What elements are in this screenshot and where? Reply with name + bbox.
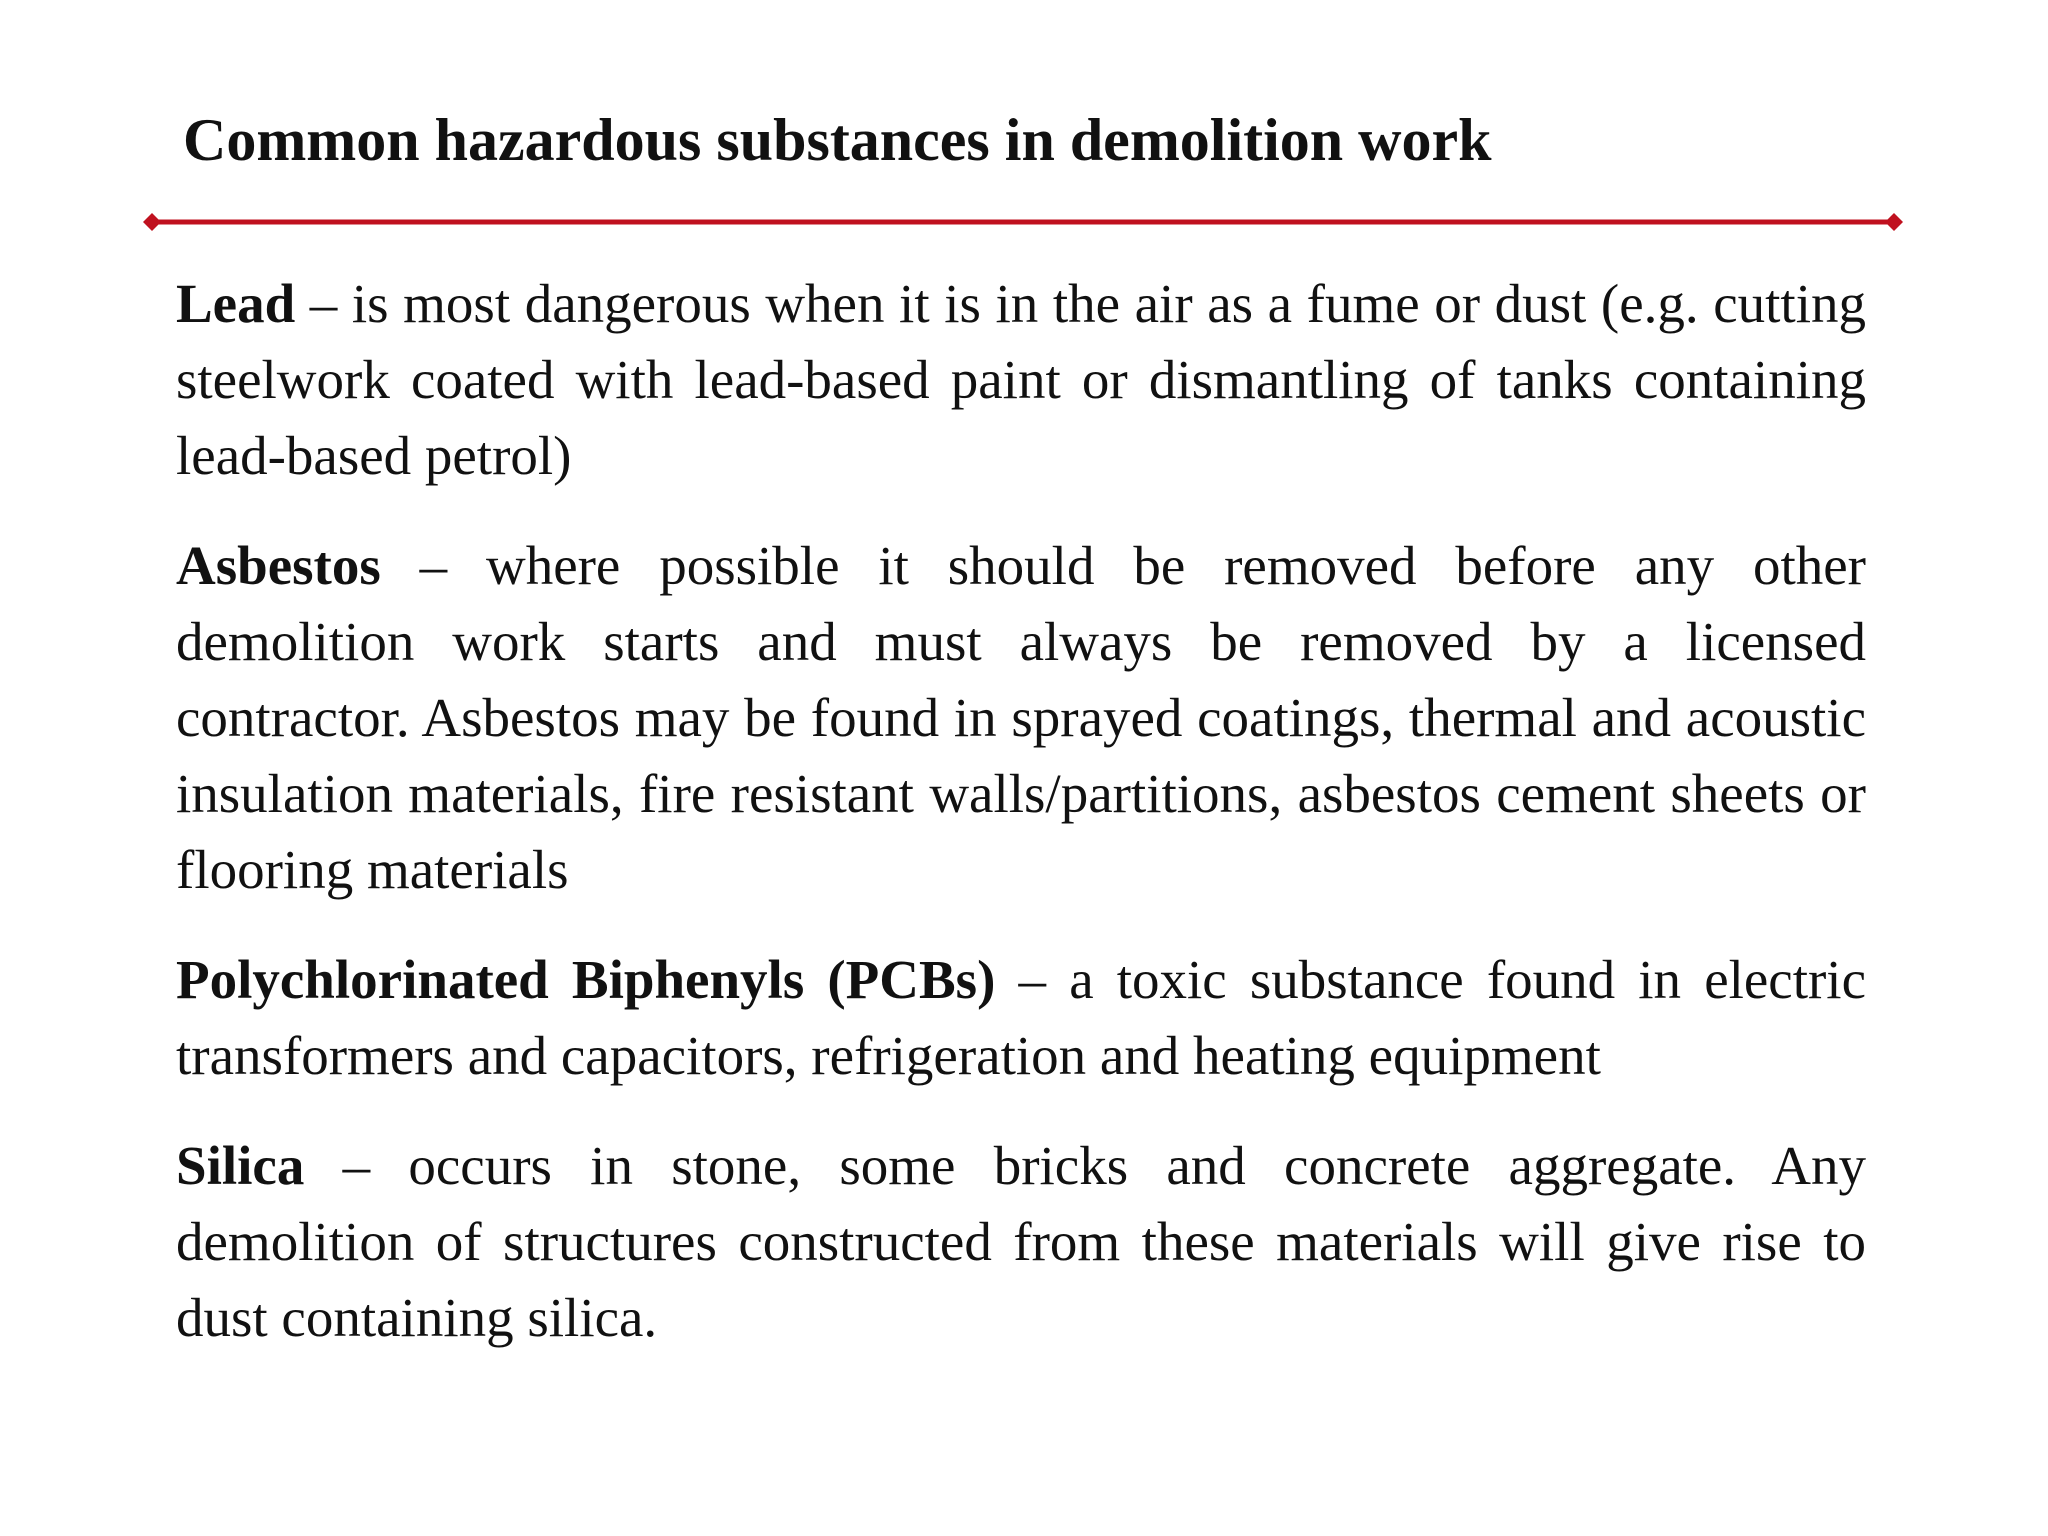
hazard-item-lead bbox=[176, 266, 1866, 494]
divider-left-diamond-icon bbox=[143, 213, 161, 231]
title-divider bbox=[143, 210, 1903, 234]
hazard-term: Silica bbox=[176, 1135, 305, 1196]
hazard-term: Lead bbox=[176, 273, 296, 334]
hazard-item-pcbs bbox=[176, 942, 1866, 1094]
hazard-description: – occurs in stone, some bricks and concrete aggregate. Any demolition of structures constructed from these materials will give rise to dust containing silica. bbox=[176, 1135, 1866, 1348]
hazard-description: – a toxic substance found in electric transformers and capacitors, refrigeration and heating equipment bbox=[176, 949, 1866, 1086]
divider-right-diamond-icon bbox=[1885, 213, 1903, 231]
hazard-list bbox=[176, 266, 1866, 1390]
hazard-description: – where possible it should be removed before any other demolition work starts and must always be removed by a licensed contractor. Asbestos may be found in sprayed coatings, thermal and acoustic insulation materials, fire resistant walls/partitions, asbestos cement sheets or flooring materials bbox=[176, 535, 1866, 900]
slide-title: Common hazardous substances in demolition work bbox=[183, 107, 1492, 173]
hazard-item-asbestos bbox=[176, 528, 1866, 908]
hazard-description: – is most dangerous when it is in the air as a fume or dust (e.g. cutting steelwork coated with lead-based paint or dismantling of tanks containing lead-based petrol) bbox=[176, 273, 1866, 486]
hazard-term: Polychlorinated Biphenyls (PCBs) bbox=[176, 949, 996, 1010]
hazard-item-silica bbox=[176, 1128, 1866, 1356]
hazard-term: Asbestos bbox=[176, 535, 381, 596]
